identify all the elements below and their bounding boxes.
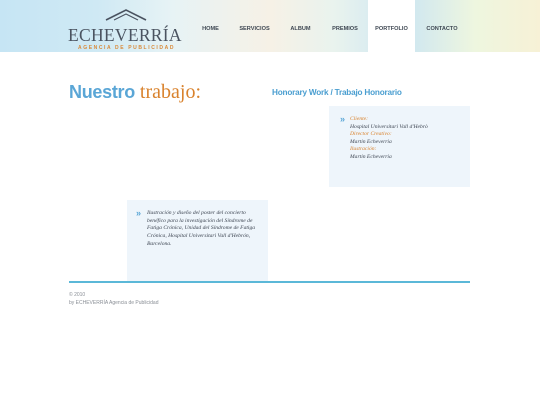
nav-item-home[interactable]: HOME (202, 26, 219, 32)
nav-item-premios[interactable]: PREMIOS (332, 26, 358, 32)
brand-logo[interactable] (68, 9, 186, 49)
director-label: Director Creativo: (350, 131, 392, 138)
illustration-label: Ilustración: (350, 146, 377, 153)
client-value: Hospital Universitari Vall d'Hebrò (350, 123, 428, 130)
footer-credit: by ECHEVERRÍA Agencia de Publicidad (69, 299, 159, 306)
nav-item-servicios[interactable]: SERVICIOS (239, 26, 270, 32)
nav-item-contacto[interactable]: CONTACTO (426, 26, 458, 32)
page-title-part2: trabajo: (139, 81, 202, 103)
roof-icon (104, 9, 148, 21)
description-box (127, 200, 268, 281)
project-description: Ilustración y diseño del poster del concierto benéfico para la investigación del Síndrome de Fatiga Crónica, Unidad del Síndrome de Fatiga Crónica, Hospital Universitari Vall d'Hebrón, Barcelona. (147, 210, 256, 247)
site-header (0, 0, 540, 52)
project-title: Honorary Work / Trabajo Honorario (272, 88, 402, 97)
page-title-part1: Nuestro (69, 82, 135, 102)
credits-box (329, 106, 470, 187)
page-title (69, 81, 201, 104)
nav-item-album[interactable]: ALBUM (290, 26, 311, 32)
illustration-value: Martin Echeverria (350, 153, 392, 160)
footer-divider (69, 281, 470, 283)
brand-tagline: AGENCIA DE PUBLICIDAD (78, 45, 176, 51)
brand-name: ECHEVERRÍA (68, 25, 182, 45)
nav-item-portfolio[interactable]: PORTFOLIO (368, 0, 415, 52)
footer-copyright: © 2010 (69, 292, 86, 298)
credits-list (350, 116, 428, 162)
site-footer (69, 292, 159, 307)
client-label: Cliente: (350, 116, 369, 122)
director-value: Martin Echeverria (350, 138, 392, 145)
double-chevron-right-icon: » (136, 208, 142, 218)
main-nav (191, 0, 469, 52)
double-chevron-right-icon: » (340, 114, 346, 124)
